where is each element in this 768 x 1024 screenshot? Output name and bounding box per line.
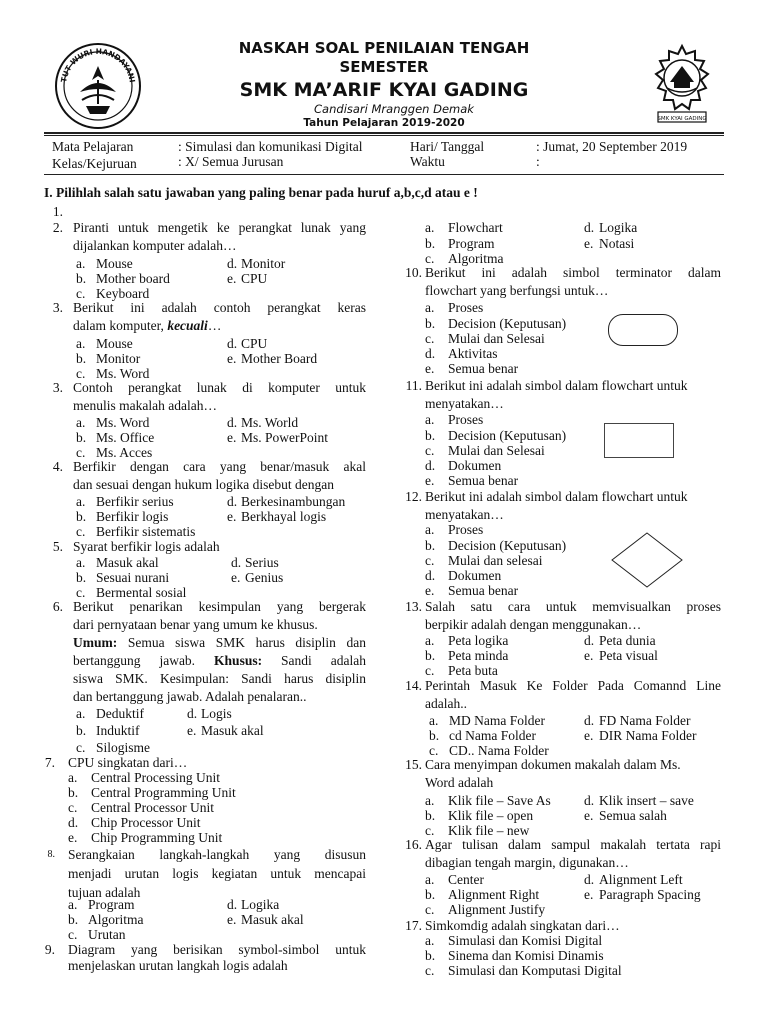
- option-b[interactable]: b. Sinema dan Komisi Dinamis: [425, 948, 604, 963]
- option-c[interactable]: c. Central Processor Unit: [68, 800, 214, 815]
- process-symbol: [604, 423, 674, 458]
- question-number: 17.: [405, 918, 422, 933]
- option-a[interactable]: a. Deduktif: [76, 706, 144, 721]
- question-number: 8.: [47, 849, 55, 860]
- question-number: 12.: [405, 489, 422, 504]
- question-text: Berikut penarikan kesimpulan yang bergerak: [73, 599, 366, 614]
- question-number: 3.: [52, 300, 63, 315]
- option-a[interactable]: a. Simulasi dan Komisi Digital: [425, 933, 603, 948]
- option-b[interactable]: b. Central Programming Unit: [68, 785, 236, 800]
- option-c[interactable]: c. Alignment Justify: [425, 902, 546, 917]
- question-13: [398, 598, 728, 638]
- question-text: menyatakan…: [425, 396, 504, 411]
- option-b[interactable]: b. Peta minda: [425, 648, 509, 663]
- question-text: menjadi urutan logis kegiatan untuk mencapai: [68, 866, 366, 881]
- question-5: [30, 538, 370, 556]
- option-a[interactable]: a. Central Processing Unit: [68, 770, 220, 785]
- school-name: SMK MA’ARIF KYAI GADING: [239, 79, 529, 101]
- option-a[interactable]: a. Flowchart: [425, 220, 503, 235]
- option-b[interactable]: b. Program: [425, 236, 495, 251]
- terminator-symbol: [608, 314, 678, 346]
- option-b[interactable]: b. Decision (Keputusan): [425, 316, 567, 331]
- option-a[interactable]: a. Mouse: [76, 256, 133, 271]
- subject-value: : Simulasi dan komunikasi Digital: [178, 139, 363, 154]
- option-c[interactable]: c. Peta buta: [425, 663, 498, 678]
- option-e[interactable]: e. Semua salah: [584, 808, 667, 823]
- question-text: tujuan adalah: [68, 885, 141, 900]
- option-c[interactable]: c. CD.. Nama Folder: [429, 743, 549, 758]
- option-c[interactable]: c. Mulai dan Selesai: [425, 331, 545, 346]
- option-c[interactable]: c. Urutan: [68, 927, 126, 942]
- option-b[interactable]: b. Sesuai nurani: [76, 570, 170, 585]
- decision-symbol: [611, 532, 683, 588]
- option-e[interactable]: e. Chip Programming Unit: [68, 830, 223, 845]
- question-number: 16.: [405, 837, 422, 852]
- question-9: [30, 941, 370, 977]
- day-date-value: : Jumat, 20 September 2019: [536, 139, 688, 154]
- question-text: menjelaskan urutan langkah logis adalah: [68, 958, 288, 973]
- question-text: dijalankan komputer adalah…: [73, 238, 237, 253]
- logo-right-text: SMK KYAI GADING: [657, 116, 707, 122]
- option-d[interactable]: d. Chip Processor Unit: [68, 815, 201, 830]
- question-text: Word adalah: [425, 775, 494, 790]
- option-e[interactable]: e. Mother Board: [227, 351, 318, 366]
- question-number: 14.: [405, 678, 422, 693]
- option-b[interactable]: b. Ms. Office: [76, 430, 155, 445]
- option-e[interactable]: e. Semua benar: [425, 583, 519, 598]
- option-b[interactable]: b. Induktif: [76, 723, 140, 738]
- question-text: berpikir adalah dengan menggunakan…: [425, 617, 642, 632]
- question-number: 10.: [405, 265, 422, 280]
- diamond-shape-icon: [611, 532, 683, 588]
- option-b[interactable]: b. Decision (Keputusan): [425, 538, 567, 553]
- question-text: adalah..: [425, 696, 467, 711]
- option-e[interactable]: e. Genius: [231, 570, 284, 585]
- question-text: menulis makalah adalah…: [73, 398, 217, 413]
- option-b[interactable]: b. Mother board: [76, 271, 170, 286]
- question-text: Contoh perangkat lunak di komputer untuk: [73, 380, 366, 395]
- option-c[interactable]: c. Ms. Word: [76, 366, 150, 381]
- option-c[interactable]: c. Silogisme: [76, 740, 151, 755]
- question-15: [398, 756, 728, 796]
- option-a[interactable]: a. Klik file – Save As: [425, 793, 551, 808]
- option-a[interactable]: a. Proses: [425, 412, 484, 427]
- logo-left-text: TUT WURI HANDAYANI: [59, 46, 137, 84]
- question-number: 3.: [52, 380, 63, 395]
- option-a[interactable]: a. Peta logika: [425, 633, 509, 648]
- option-d[interactable]: d. Serius: [231, 555, 279, 570]
- question-text: Salah satu cara untuk memvisualkan proses: [425, 599, 721, 614]
- section-title: I. Pilihlah salah satu jawaban yang paling benar pada huruf a,b,c,d atau e !: [44, 185, 478, 200]
- question-16: [398, 836, 728, 876]
- question-8: [30, 846, 370, 902]
- header-divider-top: [44, 132, 724, 134]
- option-b[interactable]: b. cd Nama Folder: [429, 728, 536, 743]
- question-text: CPU singkatan dari…: [68, 755, 188, 770]
- option-a[interactable]: a. Berfikir serius: [76, 494, 174, 509]
- question-text: Berikut ini adalah simbol dalam flowchart untuk: [425, 378, 688, 393]
- option-a[interactable]: a. Ms. Word: [76, 415, 150, 430]
- option-d[interactable]: d. Logika: [584, 220, 638, 235]
- question-text: Berikut ini adalah simbol terminator dalam: [425, 265, 721, 280]
- option-a[interactable]: a. Proses: [425, 300, 484, 315]
- question-number: 11.: [405, 378, 422, 393]
- option-e[interactable]: e. Peta visual: [584, 648, 658, 663]
- option-c[interactable]: c. Keyboard: [76, 286, 150, 301]
- time-label: Waktu: [410, 154, 445, 169]
- option-e[interactable]: e. Notasi: [584, 236, 635, 251]
- option-c[interactable]: c. Berfikir sistematis: [76, 524, 196, 539]
- header-title-line2: SEMESTER: [339, 58, 429, 76]
- option-a[interactable]: a. Proses: [425, 522, 484, 537]
- option-a[interactable]: a. Center: [425, 872, 484, 887]
- option-c[interactable]: c. Mulai dan selesai: [425, 553, 543, 568]
- question-text: Berikut ini adalah simbol dalam flowchart untuk: [425, 489, 688, 504]
- question-number: 6.: [52, 599, 63, 614]
- question-number: 13.: [405, 599, 422, 614]
- question-text: Simkomdig adalah singkatan dari…: [425, 918, 620, 933]
- question-text: bertanggung jawab. Khusus: Sandi adalah: [73, 653, 367, 668]
- question-text: dan sesuai dengan hukum logika disebut dengan: [73, 477, 334, 492]
- class-label: Kelas/Kejuruan: [52, 156, 137, 171]
- question-number: 9.: [44, 942, 55, 957]
- option-d[interactable]: d. Aktivitas: [425, 346, 498, 361]
- question-4: [30, 458, 370, 498]
- question-text: dibagian tengah margin, digunakan…: [425, 855, 629, 870]
- question-3: [30, 299, 370, 339]
- question-text: Umum: Semua siswa SMK harus disiplin dan: [73, 635, 366, 650]
- question-text: dan bertanggung jawab. Adalah penalaran..: [73, 689, 307, 704]
- option-c[interactable]: c. Ms. Acces: [76, 445, 153, 460]
- question-text: dari pernyataan benar yang umum ke khusus.: [73, 617, 318, 632]
- option-d[interactable]: d. Monitor: [227, 256, 286, 271]
- option-d[interactable]: d. FD Nama Folder: [584, 713, 691, 728]
- question-number: 15.: [405, 757, 422, 772]
- question-text: Berikut ini adalah contoh perangkat keras: [73, 300, 366, 315]
- question-2: [30, 219, 370, 259]
- header-divider-top-thin: [44, 135, 724, 136]
- question-11: [398, 377, 728, 417]
- question-number: 1.: [52, 204, 63, 219]
- option-d[interactable]: d. Dokumen: [425, 568, 502, 583]
- option-a[interactable]: a. Mouse: [76, 336, 133, 351]
- option-d[interactable]: d. Alignment Left: [584, 872, 683, 887]
- info-divider: [44, 174, 724, 175]
- question-10: [398, 264, 728, 304]
- option-e[interactable]: e. DIR Nama Folder: [584, 728, 697, 743]
- day-date-label: Hari/ Tanggal: [410, 139, 485, 154]
- header-title-line1: NASKAH SOAL PENILAIAN TENGAH: [238, 39, 530, 57]
- question-3b: [30, 379, 370, 419]
- school-year: Tahun Pelajaran 2019-2020: [303, 117, 465, 129]
- option-d[interactable]: d. Berkesinambungan: [227, 494, 346, 509]
- option-e[interactable]: e. Masuk akal: [187, 723, 264, 738]
- option-a[interactable]: a. MD Nama Folder: [429, 713, 545, 728]
- option-b[interactable]: b. Berfikir logis: [76, 509, 169, 524]
- class-value: : X/ Semua Jurusan: [178, 154, 284, 169]
- option-a[interactable]: a. Masuk akal: [76, 555, 159, 570]
- option-e[interactable]: e. Paragraph Spacing: [584, 887, 701, 902]
- option-b[interactable]: b. Alignment Right: [425, 887, 540, 902]
- question-text: siswa SMK. Kesimpulan: Sandi harus disiplin: [73, 671, 366, 686]
- option-d[interactable]: d. CPU: [227, 336, 268, 351]
- question-text: Diagram yang berisikan symbol-simbol untuk: [68, 942, 366, 957]
- question-14: [398, 677, 728, 717]
- option-e[interactable]: e. CPU: [227, 271, 268, 286]
- option-c[interactable]: c. Mulai dan Selesai: [425, 443, 545, 458]
- option-b[interactable]: b. Algoritma: [68, 912, 144, 927]
- option-d[interactable]: d. Logika: [227, 897, 280, 912]
- option-d[interactable]: d. Peta dunia: [584, 633, 656, 648]
- question-text: Piranti untuk mengetik ke perangkat lunak yang: [73, 220, 366, 235]
- option-c[interactable]: c. Klik file – new: [425, 823, 530, 838]
- question-number: 2.: [52, 220, 63, 235]
- subject-label: Mata Pelajaran: [52, 139, 134, 154]
- option-e[interactable]: e. Masuk akal: [227, 912, 304, 927]
- emphasis-except: kecuali: [167, 318, 208, 333]
- question-text: dalam komputer, kecuali…: [73, 318, 222, 333]
- question-text: Serangkaian langkah-langkah yang disusun: [68, 847, 366, 862]
- question-text: Cara menyimpan dokumen makalah dalam Ms.: [425, 757, 681, 772]
- specific-premise-label: Khusus:: [214, 653, 263, 668]
- option-e[interactable]: e. Semua benar: [425, 361, 519, 376]
- question-text: Perintah Masuk Ke Folder Pada Comannd Line: [425, 678, 721, 693]
- option-d[interactable]: d. Logis: [187, 706, 232, 721]
- option-d[interactable]: d. Dokumen: [425, 458, 502, 473]
- question-text: menyatakan…: [425, 507, 504, 522]
- question-text: Berfikir dengan cara yang benar/masuk akal: [73, 459, 366, 474]
- question-text: flowchart yang berfungsi untuk…: [425, 283, 609, 298]
- question-6: [30, 598, 370, 708]
- question-number: 7.: [44, 755, 55, 770]
- option-d[interactable]: d. Ms. World: [227, 415, 299, 430]
- option-c[interactable]: c. Simulasi dan Komputasi Digital: [425, 963, 622, 978]
- general-premise-label: Umum:: [73, 635, 118, 650]
- option-d[interactable]: d. Klik insert – save: [584, 793, 694, 808]
- question-text: Agar tulisan dalam sampul makalah tertata rapi: [425, 837, 721, 852]
- option-e[interactable]: e. Berkhayal logis: [227, 509, 327, 524]
- question-number: 4.: [52, 459, 63, 474]
- option-a[interactable]: a. Program: [68, 897, 135, 912]
- option-c[interactable]: c. Bermental sosial: [76, 585, 187, 600]
- school-address: Candisari Mranggen Demak: [314, 102, 474, 116]
- option-e[interactable]: e. Semua benar: [425, 473, 519, 488]
- question-text: Syarat berfikir logis adalah: [73, 539, 220, 554]
- option-c[interactable]: c. Algoritma: [425, 251, 504, 266]
- option-b[interactable]: b. Monitor: [76, 351, 141, 366]
- question-number: 5.: [52, 539, 63, 554]
- option-e[interactable]: e. Ms. PowerPoint: [227, 430, 329, 445]
- option-b[interactable]: b. Decision (Keputusan): [425, 428, 567, 443]
- time-value: :: [536, 154, 540, 169]
- option-b[interactable]: b. Klik file – open: [425, 808, 534, 823]
